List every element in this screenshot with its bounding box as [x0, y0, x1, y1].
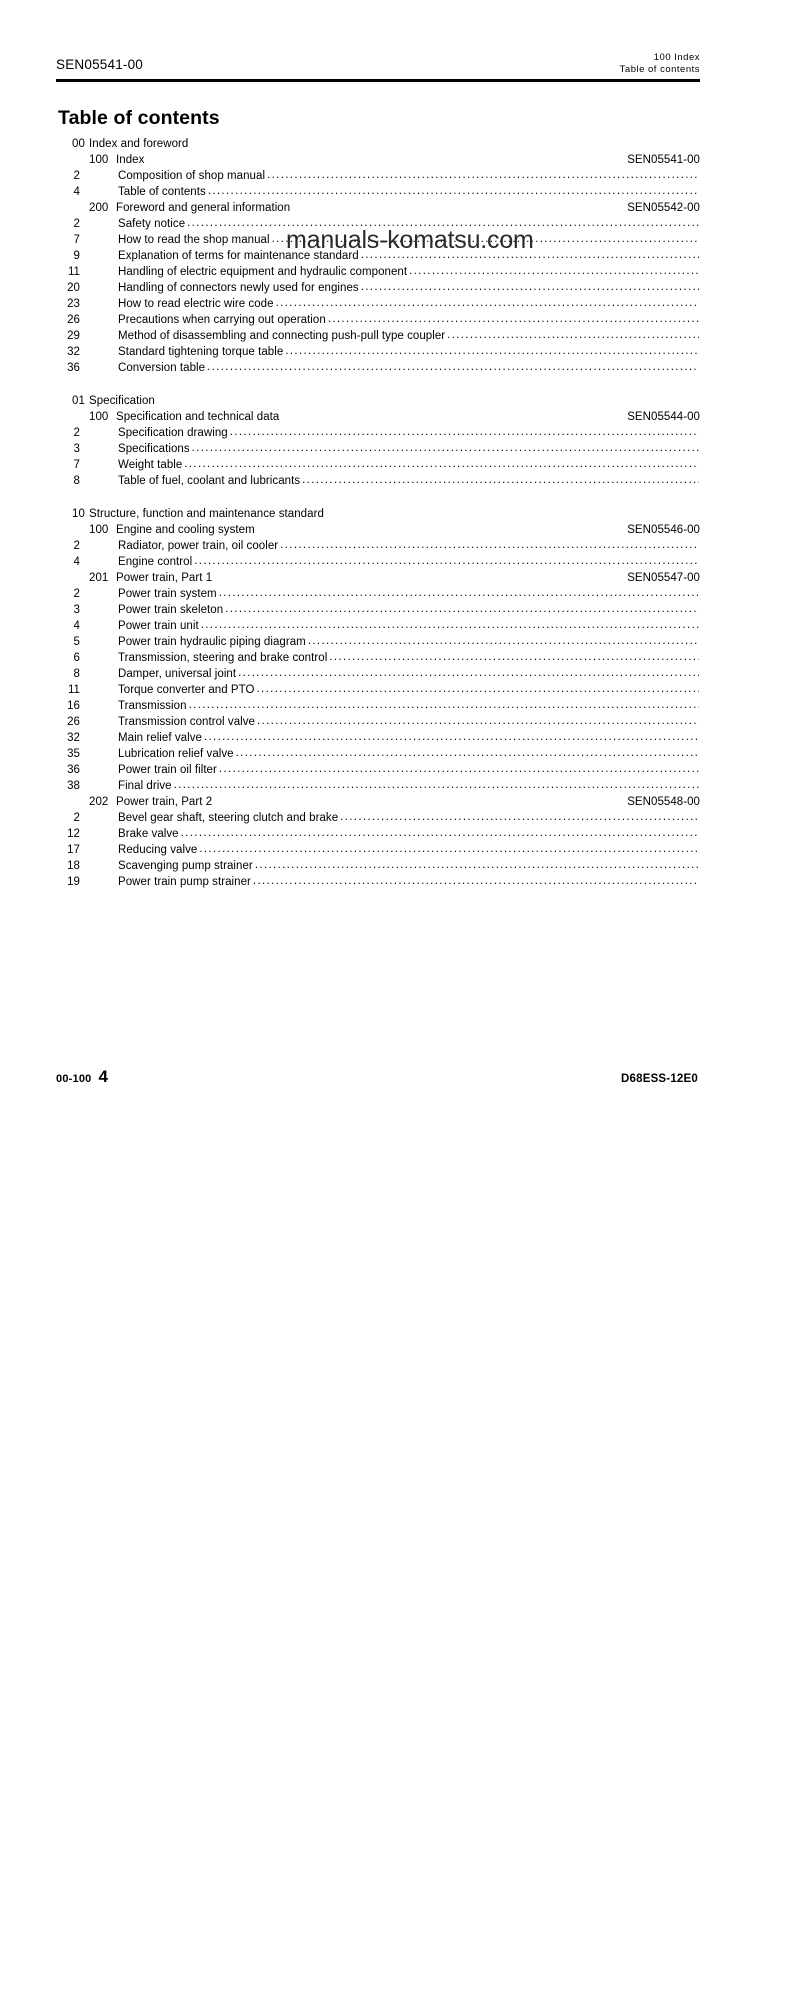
toc-section-label: Power train, Part 2	[116, 796, 213, 808]
toc-entry-dot-leader	[329, 649, 699, 665]
toc-entry-label: Power train unit	[118, 620, 199, 632]
toc-entry[interactable]	[56, 441, 700, 457]
toc-entry-label: Safety notice	[118, 218, 186, 230]
toc-entry-label: Conversion table	[118, 362, 206, 374]
toc-group-number: 00	[72, 138, 85, 150]
toc-section-label: Foreword and general information	[116, 202, 291, 214]
toc-entry-dot-leader	[285, 343, 699, 359]
toc-entry[interactable]	[56, 746, 700, 762]
toc-entry[interactable]	[56, 264, 700, 280]
toc-entry-dot-leader	[257, 681, 699, 697]
toc-entry-label: Specifications	[118, 443, 190, 455]
toc-entry[interactable]	[56, 312, 700, 328]
toc-entry-dot-leader	[238, 665, 699, 681]
toc-entry-dot-leader	[230, 424, 699, 440]
toc-entry-label: Table of contents	[118, 186, 206, 198]
toc-entry-page-number: 18	[67, 860, 80, 872]
toc-section-code: SEN05547-00	[627, 572, 700, 584]
toc-entry-dot-leader	[257, 713, 699, 729]
toc-entry-dot-leader	[276, 295, 699, 311]
toc-group-label: Structure, function and maintenance standard	[89, 508, 324, 520]
toc-entry-dot-leader	[208, 183, 699, 199]
toc-section-number: 201	[89, 572, 109, 584]
toc-group-spacer	[56, 489, 700, 506]
toc-section-code: SEN05546-00	[627, 524, 700, 536]
toc-entry-label: How to read the shop manual	[118, 234, 270, 246]
toc-entry-page-number: 32	[67, 732, 80, 744]
toc-entry[interactable]	[56, 730, 700, 746]
toc-entry-page-number: 4	[73, 186, 80, 198]
toc-entry[interactable]	[56, 554, 700, 570]
toc-entry-dot-leader	[308, 633, 699, 649]
toc-entry-label: Engine control	[118, 556, 193, 568]
toc-entry-page-number: 19	[67, 876, 80, 888]
toc-section-number: 100	[89, 154, 109, 166]
toc-entry-label: Main relief valve	[118, 732, 202, 744]
toc-entry[interactable]	[56, 650, 700, 666]
toc-entry-page-number: 35	[67, 748, 80, 760]
toc-entry-dot-leader	[207, 359, 699, 375]
toc-group-heading	[56, 136, 700, 152]
toc-entry-page-number: 2	[73, 540, 80, 552]
toc-entry-page-number: 8	[73, 668, 80, 680]
toc-entry[interactable]	[56, 714, 700, 730]
toc-entry-dot-leader	[255, 857, 699, 873]
toc-entry-page-number: 4	[73, 556, 80, 568]
toc-entry-dot-leader	[194, 553, 699, 569]
toc-entry[interactable]	[56, 634, 700, 650]
toc-entry-page-number: 36	[67, 362, 80, 374]
toc-entry[interactable]	[56, 457, 700, 473]
toc-entry-dot-leader	[184, 456, 699, 472]
toc-group-heading	[56, 393, 700, 409]
toc-entry-dot-leader	[280, 537, 699, 553]
toc-entry-page-number: 4	[73, 620, 80, 632]
toc-section-heading[interactable]	[56, 152, 700, 168]
toc-entry-dot-leader	[181, 825, 699, 841]
toc-entry-page-number: 3	[73, 604, 80, 616]
toc-entry-page-number: 2	[73, 218, 80, 230]
toc-entry[interactable]	[56, 168, 700, 184]
toc-entry-dot-leader	[201, 617, 699, 633]
toc-entry-page-number: 5	[73, 636, 80, 648]
toc-entry[interactable]	[56, 473, 700, 489]
header-section-reference	[620, 52, 700, 76]
toc-section-heading[interactable]	[56, 794, 700, 810]
toc-entry-dot-leader	[192, 440, 699, 456]
toc-entry[interactable]	[56, 874, 700, 890]
toc-entry-page-number: 16	[67, 700, 80, 712]
toc-section-number: 100	[89, 411, 109, 423]
toc-entry-page-number: 32	[67, 346, 80, 358]
toc-entry-dot-leader	[340, 809, 699, 825]
toc-entry-label: Scavenging pump strainer	[118, 860, 253, 872]
toc-entry[interactable]	[56, 858, 700, 874]
toc-section-label: Specification and technical data	[116, 411, 280, 423]
toc-entry-page-number: 2	[73, 588, 80, 600]
toc-group-number: 10	[72, 508, 85, 520]
toc-entry-page-number: 2	[73, 427, 80, 439]
toc-entry-dot-leader	[189, 697, 699, 713]
toc-entry-label: Power train oil filter	[118, 764, 217, 776]
toc-entry-label: Final drive	[118, 780, 172, 792]
toc-entry[interactable]	[56, 602, 700, 618]
toc-entry-label: Handling of connectors newly used for engines	[118, 282, 359, 294]
page-title: Table of contents	[58, 107, 220, 129]
toc-section-code: SEN05542-00	[627, 202, 700, 214]
toc-section-number: 202	[89, 796, 109, 808]
toc-entry-label: Lubrication relief valve	[118, 748, 234, 760]
toc-entry-page-number: 7	[73, 459, 80, 471]
header-section-number: 100 Index	[653, 52, 700, 63]
toc-entry[interactable]	[56, 296, 700, 312]
toc-entry-dot-leader	[174, 777, 699, 793]
toc-entry-page-number: 2	[73, 170, 80, 182]
toc-entry-label: Power train hydraulic piping diagram	[118, 636, 306, 648]
toc-entry-page-number: 2	[73, 812, 80, 824]
toc-entry-label: Brake valve	[118, 828, 179, 840]
toc-entry-label: Radiator, power train, oil cooler	[118, 540, 279, 552]
toc-section-label: Engine and cooling system	[116, 524, 255, 536]
toc-entry-dot-leader	[219, 761, 699, 777]
toc-group-heading	[56, 506, 700, 522]
header-document-code: SEN05541-00	[56, 57, 144, 72]
toc-section-heading[interactable]	[56, 200, 700, 216]
toc-entry[interactable]	[56, 328, 700, 344]
toc-group-label: Index and foreword	[89, 138, 189, 150]
toc-entry[interactable]	[56, 425, 700, 441]
watermark-text: manuals-komatsu.com	[286, 226, 534, 254]
toc-entry-page-number: 26	[67, 716, 80, 728]
toc-entry-label: Torque converter and PTO	[118, 684, 255, 696]
toc-entry[interactable]	[56, 778, 700, 794]
toc-group-spacer	[56, 376, 700, 393]
toc-entry-page-number: 8	[73, 475, 80, 487]
toc-entry-dot-leader	[225, 601, 699, 617]
footer-chapter-code: 00-100	[56, 1073, 92, 1085]
toc-entry[interactable]	[56, 280, 700, 296]
toc-entry-label: Transmission	[118, 700, 187, 712]
toc-group-number: 01	[72, 395, 85, 407]
toc-entry-page-number: 3	[73, 443, 80, 455]
toc-entry[interactable]	[56, 586, 700, 602]
toc-entry-dot-leader	[204, 729, 699, 745]
toc-entry-page-number: 7	[73, 234, 80, 246]
toc-entry-label: Transmission, steering and brake control	[118, 652, 328, 664]
footer-model-code: D68ESS-12E0	[621, 1073, 698, 1085]
toc-entry[interactable]	[56, 826, 700, 842]
toc-entry-label: Precautions when carrying out operation	[118, 314, 326, 326]
toc-entry-label: Transmission control valve	[118, 716, 256, 728]
toc-entry-dot-leader	[409, 263, 699, 279]
toc-entry-label: Bevel gear shaft, steering clutch and brake	[118, 812, 339, 824]
toc-section-heading[interactable]	[56, 522, 700, 538]
toc-entry[interactable]	[56, 810, 700, 826]
toc-entry-dot-leader	[267, 167, 699, 183]
toc-entry-page-number: 38	[67, 780, 80, 792]
toc-entry-dot-leader	[199, 841, 699, 857]
toc-entry[interactable]	[56, 618, 700, 634]
toc-entry-label: Handling of electric equipment and hydraulic component	[118, 266, 408, 278]
toc-entry-label: Power train pump strainer	[118, 876, 251, 888]
toc-entry-label: Specification drawing	[118, 427, 228, 439]
toc-entry-label: Power train skeleton	[118, 604, 224, 616]
toc-entry[interactable]	[56, 360, 700, 376]
header-divider-rule	[56, 79, 700, 82]
toc-entry-page-number: 29	[67, 330, 80, 342]
toc-entry-page-number: 11	[67, 684, 80, 696]
toc-entry-dot-leader	[236, 745, 699, 761]
toc-entry-page-number: 9	[73, 250, 80, 262]
toc-section-code: SEN05548-00	[627, 796, 700, 808]
toc-entry[interactable]	[56, 666, 700, 682]
toc-section-number: 100	[89, 524, 109, 536]
toc-section-code: SEN05541-00	[627, 154, 700, 166]
page-footer	[56, 1063, 700, 1087]
footer-page-number: 4	[98, 1067, 108, 1086]
toc-entry-dot-leader	[302, 472, 699, 488]
toc-entry-page-number: 20	[67, 282, 80, 294]
toc-group-label: Specification	[89, 395, 155, 407]
toc-entry-label: Method of disassembling and connecting push-pull type coupler	[118, 330, 446, 342]
toc-entry-page-number: 23	[67, 298, 80, 310]
footer-page-block	[56, 1067, 108, 1087]
toc-entry-page-number: 12	[67, 828, 80, 840]
toc-entry-page-number: 17	[67, 844, 80, 856]
toc-section-label: Power train, Part 1	[116, 572, 213, 584]
toc-entry-label: Explanation of terms for maintenance standard	[118, 250, 359, 262]
toc-entry-dot-leader	[253, 873, 699, 889]
toc-entry[interactable]	[56, 184, 700, 200]
toc-entry[interactable]	[56, 842, 700, 858]
toc-entry[interactable]	[56, 344, 700, 360]
toc-section-heading[interactable]	[56, 409, 700, 425]
toc-entry-dot-leader	[447, 327, 699, 343]
toc-entry-page-number: 6	[73, 652, 80, 664]
toc-entry-label: Damper, universal joint	[118, 668, 237, 680]
toc-entry[interactable]	[56, 682, 700, 698]
toc-entry-page-number: 26	[67, 314, 80, 326]
toc-entry-page-number: 36	[67, 764, 80, 776]
toc-entry-label: Table of fuel, coolant and lubricants	[118, 475, 301, 487]
toc-entry-dot-leader	[361, 279, 699, 295]
toc-entry[interactable]	[56, 698, 700, 714]
toc-entry-page-number: 11	[67, 266, 80, 278]
toc-entry-dot-leader	[219, 585, 699, 601]
toc-section-code: SEN05544-00	[627, 411, 700, 423]
toc-entry-dot-leader	[328, 311, 699, 327]
toc-entry-label: Weight table	[118, 459, 183, 471]
toc-entry-label: Power train system	[118, 588, 217, 600]
toc-section-label: Index	[116, 154, 145, 166]
header-section-title: Table of contents	[619, 64, 700, 75]
toc-entry[interactable]	[56, 762, 700, 778]
toc-section-number: 200	[89, 202, 109, 214]
toc-entry-label: Standard tightening torque table	[118, 346, 284, 358]
toc-entry[interactable]	[56, 538, 700, 554]
toc-section-heading[interactable]	[56, 570, 700, 586]
toc-entry-label: Composition of shop manual	[118, 170, 266, 182]
toc-entry-label: How to read electric wire code	[118, 298, 274, 310]
toc-entry-label: Reducing valve	[118, 844, 198, 856]
